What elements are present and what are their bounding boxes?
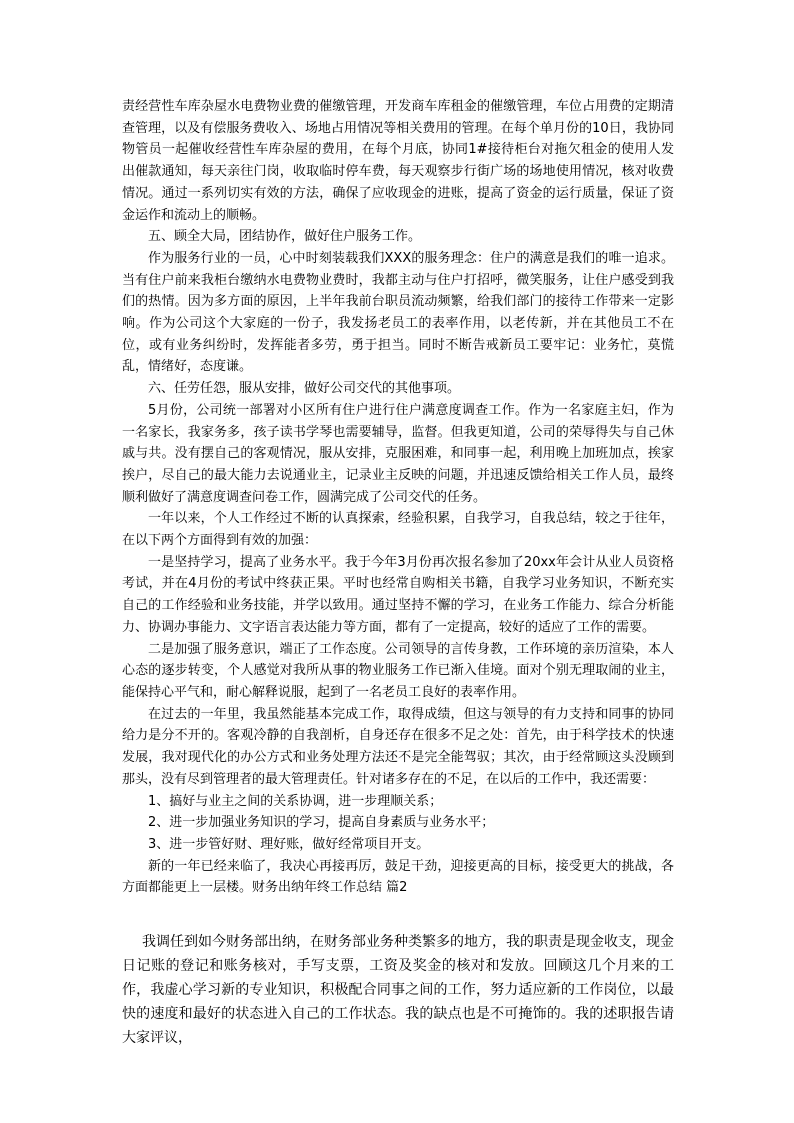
paragraph: 作为服务行业的一员，心中时刻装载我们XXX的服务理念：住户的满意是我们的唯一追求。当有住户前来我柜台缴纳水电费物业费时，我都主动与住户打招呼，微笑服务，让住户感受到我们的热情。因为多方面的原因，上半年我前台职员流动频繁，给我们部门的接待工作带来一定影响。作为公司这个大家庭的一份子，我发扬老员工的表率作用，以老传新，并在其他员工不在位，或有业务纠纷时，发挥能者多劳，勇于担当。同时不断告戒新员工要牢记：业务忙，莫慌乱，情绪好，态度谦。 (122, 250, 674, 375)
paragraph: 5月份，公司统一部署对小区所有住户进行住户满意度调查工作。作为一名家庭主妇，作为一名家长，我家务多，孩子读书学琴也需要辅导，监督。但我更知道，公司的荣辱得失与自己休戚与共。没有摆自己的客观情况，服从安排，克服困难，和同事一起，利用晚上加班加点，挨家挨户，尽自己的最大能力去说通业主，记录业主反映的问题，并迅速反馈给相关工作人员，最终顺利做好了满意度调查问卷工作，圆满完成了公司交代的任务。 (122, 402, 674, 505)
paragraph: 责经营性车库杂屋水电费物业费的催缴管理，开发商车库租金的催缴管理，车位占用费的定期清查管理，以及有偿服务费收入、场地占用情况等相关费用的管理。在每个单月份的10日，我协同物管员一起催收经营性车库杂屋的费用，在每个月底，协同1#接待柜台对拖欠租金的使用人发出催款通知，每天亲往门岗，收取临时停车费，每天观察步行街广场的场地使用情况，核对收费情况。通过一系列切实有效的方法，确保了应收现金的进账，提高了资金的运行质量，保证了资金运作和流动上的顺畅。 (122, 99, 674, 223)
paragraph: 在过去的一年里，我虽然能基本完成工作，取得成绩，但这与领导的有力支持和同事的协同给力是分不开的。客观冷静的自我剖析，自身还存在很多不足之处：首先，由于科学技术的快速发展，我对现代化的办公方式和业务处理方法还不是完全能驾驭；其次，由于经常顾这头没顾到那头，没有尽到管理者的最大管理责任。针对诸多存在的不足，在以后的工作中，我还需要： (122, 706, 674, 787)
section-2 (122, 930, 674, 1050)
list-item: 1、搞好与业主之间的关系协调，进一步理顺关系； (148, 793, 443, 809)
heading-item-5: 五、顾全大局，团结协作，做好住户服务工作。 (148, 229, 422, 245)
paragraph: 我调任到如今财务部出纳，在财务部业务种类繁多的地方，我的职责是现金收支，现金日记账的登记和账务核对，手写支票，工资及奖金的核对和发放。回顾这几个月来的工作，我虚心学习新的专业知识，积极配合同事之间的工作，努力适应新的工作岗位，以最快的速度和最好的状态进入自己的工作状态。我的缺点也是不可掩饰的。我的述职报告请大家评议， (122, 934, 674, 1046)
paragraph: 一是坚持学习，提高了业务水平。我于今年3月份再次报名参加了20xx年会计从业人员资格考试，并在4月份的考试中终获正果。平时也经常自购相关书籍，自我学习业务知识，不断充实自己的工作经验和业务技能，并学以致用。通过坚持不懈的学习，在业务工作能力、综合分析能力、协调办事能力、文字语言表达能力等方面，都有了一定提高，较好的适应了工作的需要。 (122, 554, 674, 635)
section-1 (122, 96, 674, 899)
paragraph: 二是加强了服务意识，端正了工作态度。公司领导的言传身教，工作环境的亲历渲染，本人心态的逐步转变，个人感觉对我所从事的物业服务工作已渐入佳境。面对个别无理取闹的业主，能保持心平气和，耐心解释说服，起到了一名老员工良好的表率作用。 (122, 641, 674, 700)
heading-item-6: 六、任劳任怨，服从安排，做好公司交代的其他事项。 (148, 381, 461, 397)
list-item: 2、进一步加强业务知识的学习，提高自身素质与业务水平； (148, 815, 495, 831)
list-item: 3、进一步管好财、理好账，做好经常项目开支。 (148, 836, 430, 852)
paragraph: 新的一年已经来临了，我决心再接再厉，鼓足干劲，迎接更高的目标，接受更大的挑战，各方面都能更上一层楼。财务出纳年终工作总结 篇2 (122, 858, 674, 896)
paragraph: 一年以来，个人工作经过不断的认真探索，经验积累，自我学习，自我总结，较之于往年，在以下两个方面得到有效的加强： (122, 511, 674, 549)
